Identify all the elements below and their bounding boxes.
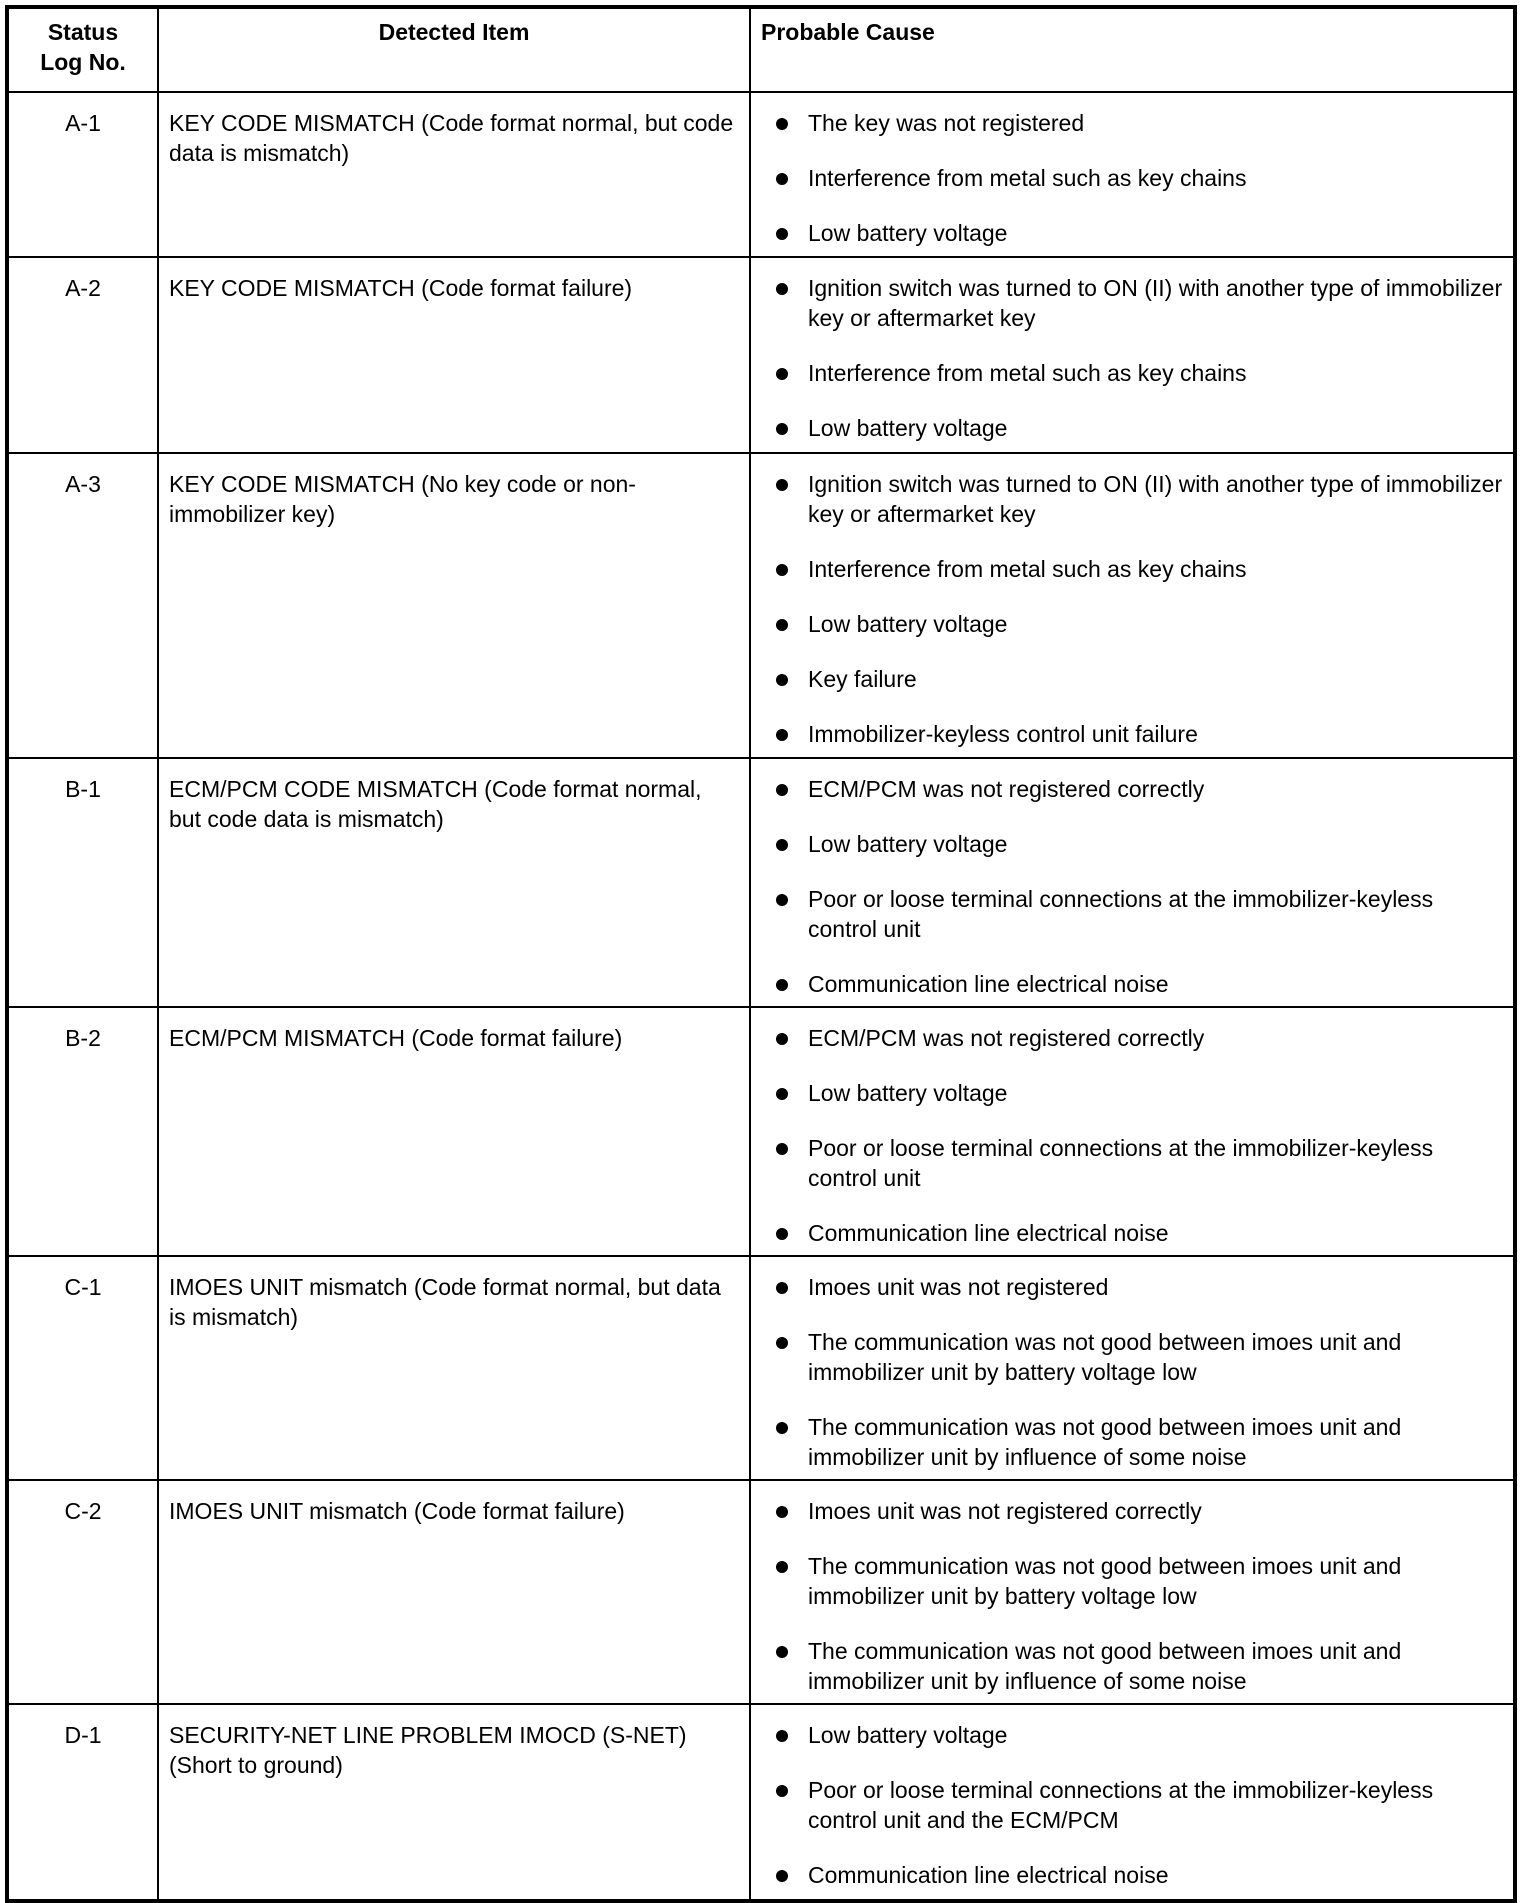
status-log-no-cell: C-1 (7, 1256, 158, 1480)
bullet-icon (776, 894, 788, 906)
bullet-icon (776, 979, 788, 991)
detected-item-cell: ECM/PCM CODE MISMATCH (Code format normal, but code data is mismatch) (158, 758, 750, 1007)
cause-text: Interference from metal such as key chains (808, 360, 1247, 386)
status-log-no-cell: A-2 (7, 257, 158, 453)
cause-text: Low battery voltage (808, 611, 1008, 637)
probable-cause-cell (750, 1704, 1515, 1901)
list-item (761, 108, 1503, 138)
list-item (761, 469, 1503, 529)
detected-item-cell: KEY CODE MISMATCH (Code format failure) (158, 257, 750, 453)
cause-text: Low battery voltage (808, 1722, 1008, 1748)
table-row (7, 257, 1515, 453)
probable-cause-list (761, 1272, 1503, 1472)
list-item (761, 774, 1503, 804)
bullet-icon (776, 1088, 788, 1100)
probable-cause-list (761, 273, 1503, 443)
status-log-no-cell: A-3 (7, 453, 158, 758)
list-item (761, 358, 1503, 388)
bullet-icon (776, 619, 788, 631)
cause-text: Ignition switch was turned to ON (II) with another type of immobilizer key or aftermarket key (808, 471, 1503, 527)
cause-text: Poor or loose terminal connections at the immobilizer-keyless control unit (808, 1135, 1434, 1191)
list-item (761, 273, 1503, 333)
bullet-icon (776, 1785, 788, 1797)
list-item (761, 1327, 1503, 1387)
bullet-icon (776, 729, 788, 741)
cause-text: ECM/PCM was not registered correctly (808, 776, 1205, 802)
table-row (7, 453, 1515, 758)
status-log-no-cell: D-1 (7, 1704, 158, 1901)
list-item (761, 1133, 1503, 1193)
list-item (761, 664, 1503, 694)
cause-text: Poor or loose terminal connections at the immobilizer-keyless control unit and the ECM/PCM (808, 1777, 1434, 1833)
list-item (761, 163, 1503, 193)
cause-text: ECM/PCM was not registered correctly (808, 1025, 1205, 1051)
list-item (761, 218, 1503, 248)
probable-cause-list (761, 1720, 1503, 1890)
list-item (761, 1078, 1503, 1108)
cause-text: Ignition switch was turned to ON (II) with another type of immobilizer key or aftermarket key (808, 275, 1503, 331)
cause-text: Low battery voltage (808, 1080, 1008, 1106)
header-row (7, 7, 1515, 92)
bullet-icon (776, 1033, 788, 1045)
detected-item-cell: IMOES UNIT mismatch (Code format failure) (158, 1480, 750, 1704)
probable-cause-list (761, 469, 1503, 749)
bullet-icon (776, 1228, 788, 1240)
probable-cause-cell (750, 758, 1515, 1007)
probable-cause-list (761, 1496, 1503, 1696)
detected-item-cell: KEY CODE MISMATCH (Code format normal, but code data is mismatch) (158, 92, 750, 257)
list-item (761, 554, 1503, 584)
list-item (761, 884, 1503, 944)
cause-text: Low battery voltage (808, 831, 1008, 857)
table-row (7, 92, 1515, 257)
list-item (761, 1272, 1503, 1302)
cause-text: Interference from metal such as key chains (808, 556, 1247, 582)
bullet-icon (776, 1561, 788, 1573)
cause-text: The communication was not good between imoes unit and immobilizer unit by battery voltage low (808, 1329, 1402, 1385)
table-body (7, 92, 1515, 1901)
bullet-icon (776, 173, 788, 185)
cause-text: The communication was not good between imoes unit and immobilizer unit by influence of some noise (808, 1414, 1402, 1470)
probable-cause-list (761, 108, 1503, 248)
bullet-icon (776, 118, 788, 130)
table-row (7, 1704, 1515, 1901)
detected-item-cell: IMOES UNIT mismatch (Code format normal, but data is mismatch) (158, 1256, 750, 1480)
bullet-icon (776, 1646, 788, 1658)
bullet-icon (776, 839, 788, 851)
cause-text: Interference from metal such as key chains (808, 165, 1247, 191)
list-item (761, 1412, 1503, 1472)
list-item (761, 1636, 1503, 1696)
bullet-icon (776, 479, 788, 491)
cause-text: The communication was not good between imoes unit and immobilizer unit by battery voltage low (808, 1553, 1402, 1609)
bullet-icon (776, 228, 788, 240)
list-item (761, 1775, 1503, 1835)
status-log-no-cell: B-1 (7, 758, 158, 1007)
bullet-icon (776, 1870, 788, 1882)
detected-item-cell: SECURITY-NET LINE PROBLEM IMOCD (S-NET) (Short to ground) (158, 1704, 750, 1901)
probable-cause-cell (750, 257, 1515, 453)
table-row (7, 1007, 1515, 1256)
cause-text: Immobilizer-keyless control unit failure (808, 721, 1198, 747)
table-row (7, 1256, 1515, 1480)
bullet-icon (776, 368, 788, 380)
bullet-icon (776, 1506, 788, 1518)
cause-text: The communication was not good between imoes unit and immobilizer unit by influence of some noise (808, 1638, 1402, 1694)
detected-item-cell: KEY CODE MISMATCH (No key code or non-immobilizer key) (158, 453, 750, 758)
cause-text: Communication line electrical noise (808, 971, 1169, 997)
cause-text: Communication line electrical noise (808, 1862, 1169, 1888)
cause-text: Poor or loose terminal connections at the immobilizer-keyless control unit (808, 886, 1434, 942)
list-item (761, 1218, 1503, 1248)
probable-cause-cell (750, 92, 1515, 257)
bullet-icon (776, 1337, 788, 1349)
cause-text: Low battery voltage (808, 415, 1008, 441)
header-probable-cause: Probable Cause (750, 7, 1515, 92)
table-row (7, 758, 1515, 1007)
list-item (761, 719, 1503, 749)
bullet-icon (776, 1143, 788, 1155)
cause-text: The key was not registered (808, 110, 1085, 136)
bullet-icon (776, 784, 788, 796)
probable-cause-list (761, 1023, 1503, 1248)
bullet-icon (776, 564, 788, 576)
list-item (761, 1551, 1503, 1611)
bullet-icon (776, 674, 788, 686)
probable-cause-cell (750, 1480, 1515, 1704)
detected-item-cell: ECM/PCM MISMATCH (Code format failure) (158, 1007, 750, 1256)
list-item (761, 1860, 1503, 1890)
bullet-icon (776, 1422, 788, 1434)
list-item (761, 829, 1503, 859)
bullet-icon (776, 423, 788, 435)
list-item (761, 1496, 1503, 1526)
cause-text: Imoes unit was not registered (808, 1274, 1109, 1300)
status-log-table (5, 5, 1517, 1903)
list-item (761, 1023, 1503, 1053)
list-item (761, 413, 1503, 443)
header-status-log-no: Status Log No. (7, 7, 158, 92)
status-log-no-cell: C-2 (7, 1480, 158, 1704)
cause-text: Key failure (808, 666, 917, 692)
bullet-icon (776, 1730, 788, 1742)
cause-text: Imoes unit was not registered correctly (808, 1498, 1202, 1524)
bullet-icon (776, 1282, 788, 1294)
bullet-icon (776, 283, 788, 295)
probable-cause-cell (750, 1007, 1515, 1256)
probable-cause-cell (750, 1256, 1515, 1480)
list-item (761, 1720, 1503, 1750)
probable-cause-cell (750, 453, 1515, 758)
table-row (7, 1480, 1515, 1704)
cause-text: Low battery voltage (808, 220, 1008, 246)
header-detected-item: Detected Item (158, 7, 750, 92)
probable-cause-list (761, 774, 1503, 999)
cause-text: Communication line electrical noise (808, 1220, 1169, 1246)
list-item (761, 969, 1503, 999)
status-log-no-cell: A-1 (7, 92, 158, 257)
status-log-no-cell: B-2 (7, 1007, 158, 1256)
list-item (761, 609, 1503, 639)
